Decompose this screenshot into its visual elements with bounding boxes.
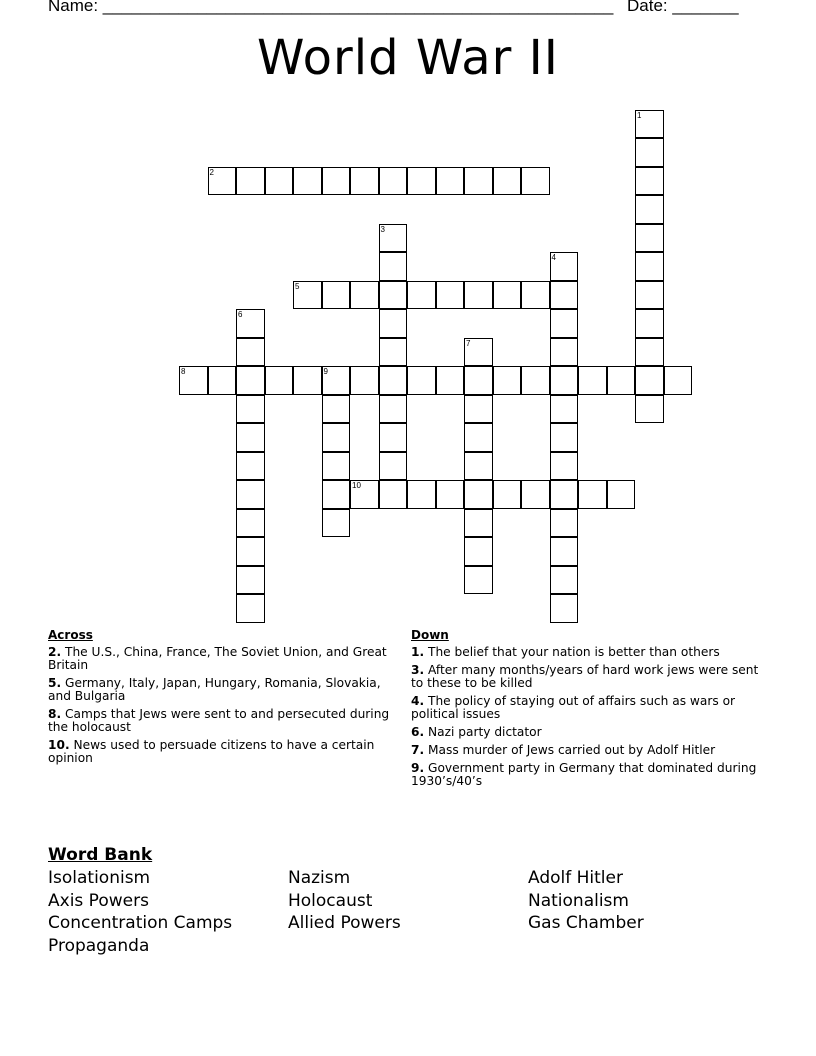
crossword-cell[interactable]: [635, 224, 664, 253]
word-bank-item: Axis Powers: [48, 890, 149, 911]
crossword-cell[interactable]: [236, 509, 265, 538]
crossword-cell[interactable]: [407, 167, 436, 196]
down-heading: Down: [411, 628, 449, 642]
crossword-cell[interactable]: [350, 167, 379, 196]
crossword-cell[interactable]: [578, 366, 607, 395]
crossword-cell[interactable]: [379, 281, 408, 310]
crossword-cell[interactable]: [635, 110, 664, 139]
word-bank-list: [48, 867, 768, 958]
crossword-cell[interactable]: [350, 281, 379, 310]
word-bank-item: Propaganda: [48, 936, 150, 957]
clue-text: Germany, Italy, Japan, Hungary, Romania, Slovakia, and Bulgaria: [48, 676, 381, 703]
crossword-cell[interactable]: [379, 309, 408, 338]
crossword-cell[interactable]: [550, 423, 579, 452]
crossword-cell[interactable]: [550, 281, 579, 310]
cell-number: 10: [352, 481, 361, 490]
crossword-cell[interactable]: [179, 366, 208, 395]
crossword-cell[interactable]: [464, 452, 493, 481]
crossword-cell[interactable]: [521, 366, 550, 395]
crossword-cell[interactable]: [436, 281, 465, 310]
crossword-cell[interactable]: [379, 338, 408, 367]
crossword-cell[interactable]: [550, 509, 579, 538]
crossword-cell[interactable]: [236, 366, 265, 395]
crossword-cell[interactable]: [550, 537, 579, 566]
crossword-cell[interactable]: [322, 281, 351, 310]
down-clue: [411, 695, 761, 721]
crossword-cell[interactable]: [550, 395, 579, 424]
crossword-cell[interactable]: [635, 395, 664, 424]
crossword-cell[interactable]: [208, 366, 237, 395]
crossword-cell[interactable]: [464, 366, 493, 395]
down-clue: [411, 726, 761, 739]
crossword-cell[interactable]: [436, 480, 465, 509]
crossword-cell[interactable]: [550, 452, 579, 481]
down-clue: [411, 744, 761, 757]
word-bank-item: Holocaust: [288, 890, 373, 911]
clue-text: Camps that Jews were sent to and persecuted during the holocaust: [48, 707, 390, 734]
crossword-cell[interactable]: [493, 366, 522, 395]
crossword-cell[interactable]: [464, 281, 493, 310]
crossword-cell[interactable]: [322, 423, 351, 452]
clue-number: 1.: [411, 645, 425, 659]
word-bank-title: Word Bank: [48, 845, 153, 865]
crossword-cell[interactable]: [379, 224, 408, 253]
crossword-cell[interactable]: [464, 480, 493, 509]
across-clue: [48, 646, 398, 672]
crossword-cell[interactable]: [464, 395, 493, 424]
crossword-cell[interactable]: [293, 167, 322, 196]
name-line: Name: ______________________________________________________: [48, 0, 614, 15]
clue-number: 6.: [411, 725, 425, 739]
crossword-cell[interactable]: [550, 309, 579, 338]
crossword-cell[interactable]: [322, 366, 351, 395]
across-clues: [48, 629, 398, 770]
crossword-cell[interactable]: [379, 252, 408, 281]
crossword-cell[interactable]: [550, 594, 579, 623]
crossword-cell[interactable]: [208, 167, 237, 196]
crossword-cell[interactable]: [464, 537, 493, 566]
crossword-cell[interactable]: [265, 167, 294, 196]
clue-number: 4.: [411, 694, 425, 708]
crossword-cell[interactable]: [293, 366, 322, 395]
clue-number: 8.: [48, 707, 62, 721]
cell-number: 7: [466, 338, 471, 348]
crossword-cell[interactable]: [322, 452, 351, 481]
crossword-cell[interactable]: [635, 167, 664, 196]
crossword-cell[interactable]: [550, 566, 579, 595]
clue-number: 2.: [48, 645, 62, 659]
word-bank: [48, 845, 768, 958]
cell-number: 4: [551, 253, 556, 262]
down-clues: [411, 629, 761, 793]
crossword-cell[interactable]: [436, 167, 465, 196]
across-clue: [48, 739, 398, 765]
crossword-cell[interactable]: [521, 281, 550, 310]
down-clue: [411, 664, 761, 690]
crossword-cell[interactable]: [379, 452, 408, 481]
clue-text: News used to persuade citizens to have a certain opinion: [48, 738, 375, 765]
clue-number: 9.: [411, 761, 425, 775]
down-clue: [411, 762, 761, 788]
word-bank-item: Gas Chamber: [528, 913, 644, 934]
crossword-cell[interactable]: [265, 366, 294, 395]
clue-text: After many months/years of hard work jews were sent to these to be killed: [411, 663, 759, 690]
cell-number: 2: [209, 167, 214, 177]
crossword-cell[interactable]: [493, 480, 522, 509]
crossword-cell[interactable]: [550, 366, 579, 395]
crossword-cell[interactable]: [521, 480, 550, 509]
crossword-cell[interactable]: [322, 509, 351, 538]
crossword-cell[interactable]: [607, 366, 636, 395]
crossword-cell[interactable]: [464, 509, 493, 538]
crossword-cell[interactable]: [493, 167, 522, 196]
crossword-cell[interactable]: [521, 167, 550, 196]
clue-text: The belief that your nation is better than others: [428, 645, 720, 659]
crossword-cell[interactable]: [379, 423, 408, 452]
crossword-cell[interactable]: [236, 309, 265, 338]
crossword-cell[interactable]: [464, 338, 493, 367]
crossword-cell[interactable]: [407, 281, 436, 310]
crossword-cell[interactable]: [407, 366, 436, 395]
crossword-cell[interactable]: [236, 395, 265, 424]
crossword-cell[interactable]: [464, 566, 493, 595]
crossword-cell[interactable]: [635, 366, 664, 395]
crossword-cell[interactable]: [379, 395, 408, 424]
clue-text: Mass murder of Jews carried out by Adolf Hitler: [428, 743, 716, 757]
clue-text: The policy of staying out of affairs such as wars or political issues: [411, 694, 736, 721]
crossword-cell[interactable]: [635, 338, 664, 367]
crossword-cell[interactable]: [578, 480, 607, 509]
crossword-cell[interactable]: [350, 366, 379, 395]
word-bank-item: Nationalism: [528, 890, 629, 911]
crossword-cell[interactable]: [493, 281, 522, 310]
word-bank-item: Nazism: [288, 868, 351, 888]
across-clue: [48, 677, 398, 703]
crossword-cell[interactable]: [322, 480, 351, 509]
crossword-cell[interactable]: [236, 537, 265, 566]
word-bank-item: Concentration Camps: [48, 913, 233, 934]
crossword-cell[interactable]: [407, 480, 436, 509]
clue-number: 5.: [48, 676, 62, 690]
crossword-cell[interactable]: [322, 395, 351, 424]
crossword-cell[interactable]: [464, 423, 493, 452]
crossword-cell[interactable]: [379, 366, 408, 395]
crossword-cell[interactable]: [550, 480, 579, 509]
clue-number: 7.: [411, 743, 425, 757]
crossword-cell[interactable]: [379, 480, 408, 509]
crossword-cell[interactable]: [436, 366, 465, 395]
cell-number: 8: [181, 367, 186, 376]
crossword-cell[interactable]: [322, 167, 351, 196]
crossword-cell[interactable]: [664, 366, 693, 395]
word-bank-item: Isolationism: [48, 868, 151, 888]
crossword-cell[interactable]: [550, 338, 579, 367]
clue-text: Nazi party dictator: [428, 725, 542, 739]
crossword-cell[interactable]: [293, 281, 322, 310]
crossword-cell[interactable]: [464, 167, 493, 196]
crossword-cell[interactable]: [635, 195, 664, 224]
crossword-cell[interactable]: [379, 167, 408, 196]
clue-text: Government party in Germany that dominated during 1930’s/40’s: [411, 761, 757, 788]
crossword-cell[interactable]: [236, 423, 265, 452]
cell-number: 6: [238, 310, 243, 319]
crossword-cell[interactable]: [550, 252, 579, 281]
crossword-cell[interactable]: [635, 309, 664, 338]
word-bank-item: Allied Powers: [288, 913, 401, 934]
cell-number: 5: [295, 281, 300, 291]
across-clue: [48, 708, 398, 734]
crossword-cell[interactable]: [236, 452, 265, 481]
crossword-cell[interactable]: [236, 566, 265, 595]
crossword-cell[interactable]: [236, 480, 265, 509]
clue-text: The U.S., China, France, The Soviet Union, and Great Britain: [48, 645, 387, 672]
page-title: World War II: [257, 30, 559, 86]
crossword-cell[interactable]: [236, 338, 265, 367]
clue-number: 3.: [411, 663, 425, 677]
crossword-cell[interactable]: [236, 594, 265, 623]
word-bank-item: Adolf Hitler: [528, 868, 623, 888]
across-heading: Across: [48, 628, 93, 642]
cell-number: 9: [323, 367, 328, 376]
down-clue: [411, 646, 761, 659]
cell-number: 3: [380, 224, 385, 234]
crossword-cell[interactable]: [607, 480, 636, 509]
crossword-cell[interactable]: [635, 252, 664, 281]
date-line: Date: _______: [627, 0, 739, 15]
cell-number: 1: [637, 110, 642, 120]
crossword-cell[interactable]: [635, 281, 664, 310]
crossword-cell[interactable]: [350, 480, 379, 509]
crossword-cell[interactable]: [236, 167, 265, 196]
crossword-cell[interactable]: [635, 138, 664, 167]
clue-number: 10.: [48, 738, 70, 752]
